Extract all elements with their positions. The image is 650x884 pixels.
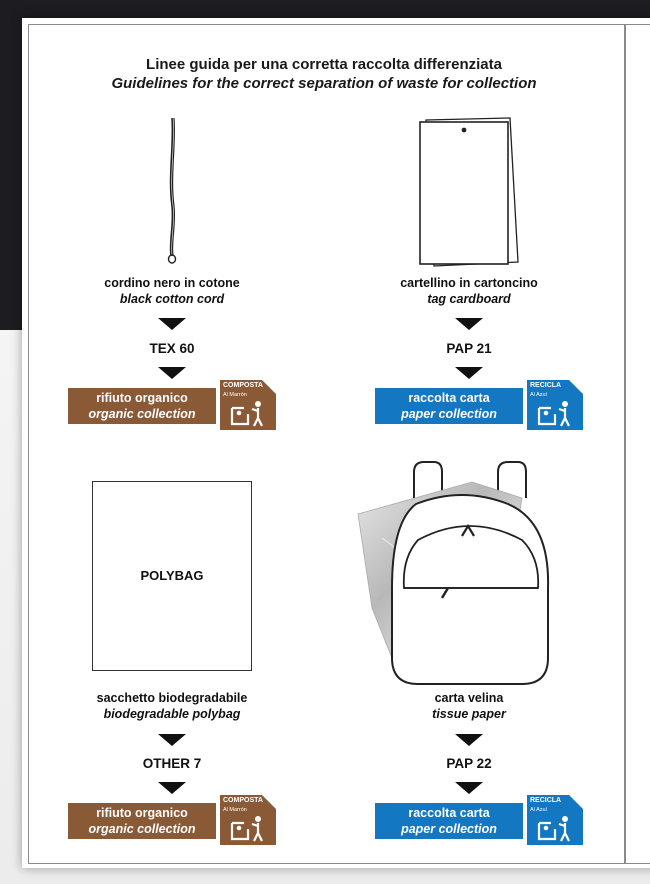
item-3-collection-en: organic collection [88, 822, 196, 836]
item-3-label [52, 690, 292, 722]
item-2-label-en: tag cardboard [427, 292, 511, 306]
item-2-collection-box [375, 388, 523, 424]
badge-top-text: RECICLA [530, 382, 562, 389]
recycle-badge [527, 380, 583, 430]
item-1-label-it: cordino nero in cotone [104, 276, 240, 290]
item-2-label [349, 275, 589, 307]
down-triangle-icon [455, 782, 483, 794]
item-4-label-en: tissue paper [432, 707, 506, 721]
cardboard-tag-illustration [414, 114, 524, 274]
sheet-frame [28, 24, 650, 864]
item-3-label-it: sacchetto biodegradabile [96, 691, 248, 705]
item-1-collection-en: organic collection [88, 407, 196, 421]
down-triangle-icon [158, 782, 186, 794]
down-triangle-icon [455, 318, 483, 330]
down-triangle-icon [455, 734, 483, 746]
item-4-collection-en: paper collection [401, 822, 497, 836]
guidelines-sheet [22, 18, 650, 868]
down-triangle-icon [158, 734, 186, 746]
recycle-badge [527, 795, 583, 845]
item-3-collection [68, 795, 276, 839]
item-1-collection-box [68, 388, 216, 424]
compost-badge [220, 380, 276, 430]
badge-top-text: COMPOSTA [223, 382, 263, 389]
cord-illustration [152, 116, 192, 266]
item-3-collection-it: rifiuto organico [96, 806, 188, 820]
badge-sub-text: Al Marrón [223, 807, 247, 813]
compost-badge [220, 795, 276, 845]
item-3-collection-box [68, 803, 216, 839]
down-triangle-icon [158, 367, 186, 379]
item-3-code: OTHER 7 [142, 756, 202, 771]
title-italian: Linee guida per una corretta raccolta differenziata [146, 56, 502, 73]
item-2-code: PAP 21 [446, 341, 492, 356]
item-1-label [52, 275, 292, 307]
item-1-collection-it: rifiuto organico [96, 391, 188, 405]
badge-sub-text: Al Marrón [223, 392, 247, 398]
item-2-collection [375, 380, 583, 424]
badge-sub-text: Al Azul [530, 392, 547, 398]
item-4-label-it: carta velina [434, 691, 504, 705]
badge-sub-text: Al Azul [530, 807, 547, 813]
item-1-collection [68, 380, 276, 424]
item-4-collection-box [375, 803, 523, 839]
item-2-label-it: cartellino in cartoncino [400, 276, 538, 290]
item-2-collection-it: raccolta carta [408, 391, 490, 405]
title-english: Guidelines for the correct separation of waste for collection [111, 75, 537, 92]
badge-top-text: COMPOSTA [223, 797, 263, 804]
item-4-code: PAP 22 [446, 756, 492, 771]
item-1-code: TEX 60 [149, 341, 195, 356]
backpack-illustration [352, 458, 552, 688]
badge-top-text: RECICLA [530, 797, 562, 804]
down-triangle-icon [158, 318, 186, 330]
item-4-collection [375, 795, 583, 839]
item-2-collection-en: paper collection [401, 407, 497, 421]
sheet-right-divider [624, 24, 626, 864]
item-4-collection-it: raccolta carta [408, 806, 490, 820]
polybag-text: POLYBAG [140, 568, 204, 583]
polybag-illustration [92, 481, 252, 671]
item-4-label [349, 690, 589, 722]
item-3-label-en: biodegradable polybag [103, 707, 241, 721]
down-triangle-icon [455, 367, 483, 379]
item-1-label-en: black cotton cord [119, 292, 225, 306]
